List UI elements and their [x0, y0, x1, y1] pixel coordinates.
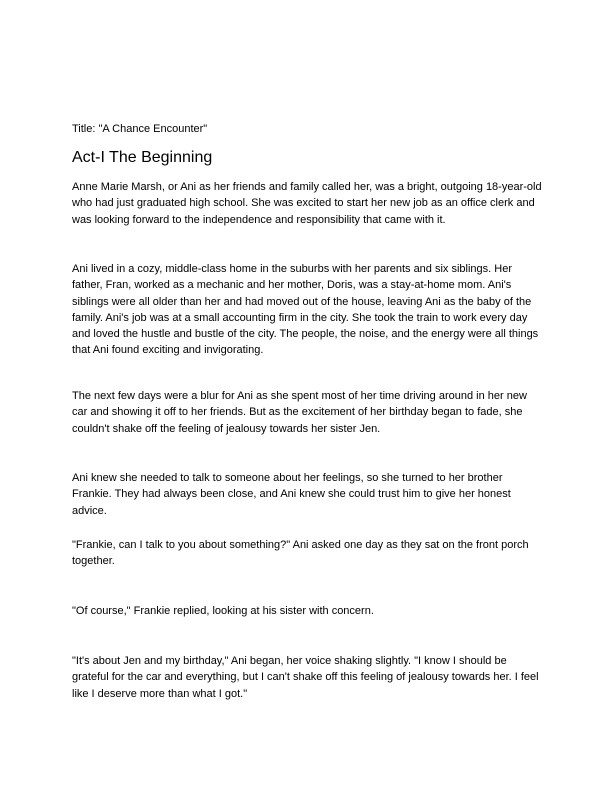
act-heading: Act-I The Beginning [72, 149, 213, 166]
paragraph-dialogue-ani-question: "Frankie, can I talk to you about something?" Ani asked one day as they sat on the front porch together. [72, 539, 529, 568]
document-title-line: Title: "A Chance Encounter" [72, 123, 208, 135]
paragraph-dialogue-frankie-reply: "Of course," Frankie replied, looking at his sister with concern. [72, 605, 374, 617]
paragraph-home: Ani lived in a cozy, middle-class home in the suburbs with her parents and six siblings. Her father, Fran, worked as a mechanic and her mother, Doris, was a stay-at-home mom. Ani's siblings were all older than her and had moved out of the house, leaving Ani as the baby of the family. Ani's job was at a small accounting firm in the city. She took the train to work every day and loved the hustle and bustle of the city. The people, the noise, and the energy were all things that Ani found exciting and invigorating. [72, 263, 539, 357]
paragraph-dialogue-ani-confession: "It's about Jen and my birthday," Ani began, her voice shaking slightly. "I know I should be grateful for the car and everything, but I can't shake off this feeling of jealousy towards her. I feel like I deserve more than what I got." [72, 655, 539, 700]
paragraph-intro: Anne Marie Marsh, or Ani as her friends and family called her, was a bright, outgoing 18-year-old who had just graduated high school. She was excited to start her new job as an office clerk and was looking forward to the independence and responsibility that came with it. [72, 181, 542, 226]
paragraph-frankie: Ani knew she needed to talk to someone about her feelings, so she turned to her brother Frankie. They had always been close, and Ani knew she could trust him to give her honest advice. [72, 472, 511, 517]
paragraph-birthday: The next few days were a blur for Ani as she spent most of her time driving around in her new car and showing it off to her friends. But as the excitement of her birthday began to fade, she couldn't shake off the feeling of jealousy towards her sister Jen. [72, 390, 527, 435]
